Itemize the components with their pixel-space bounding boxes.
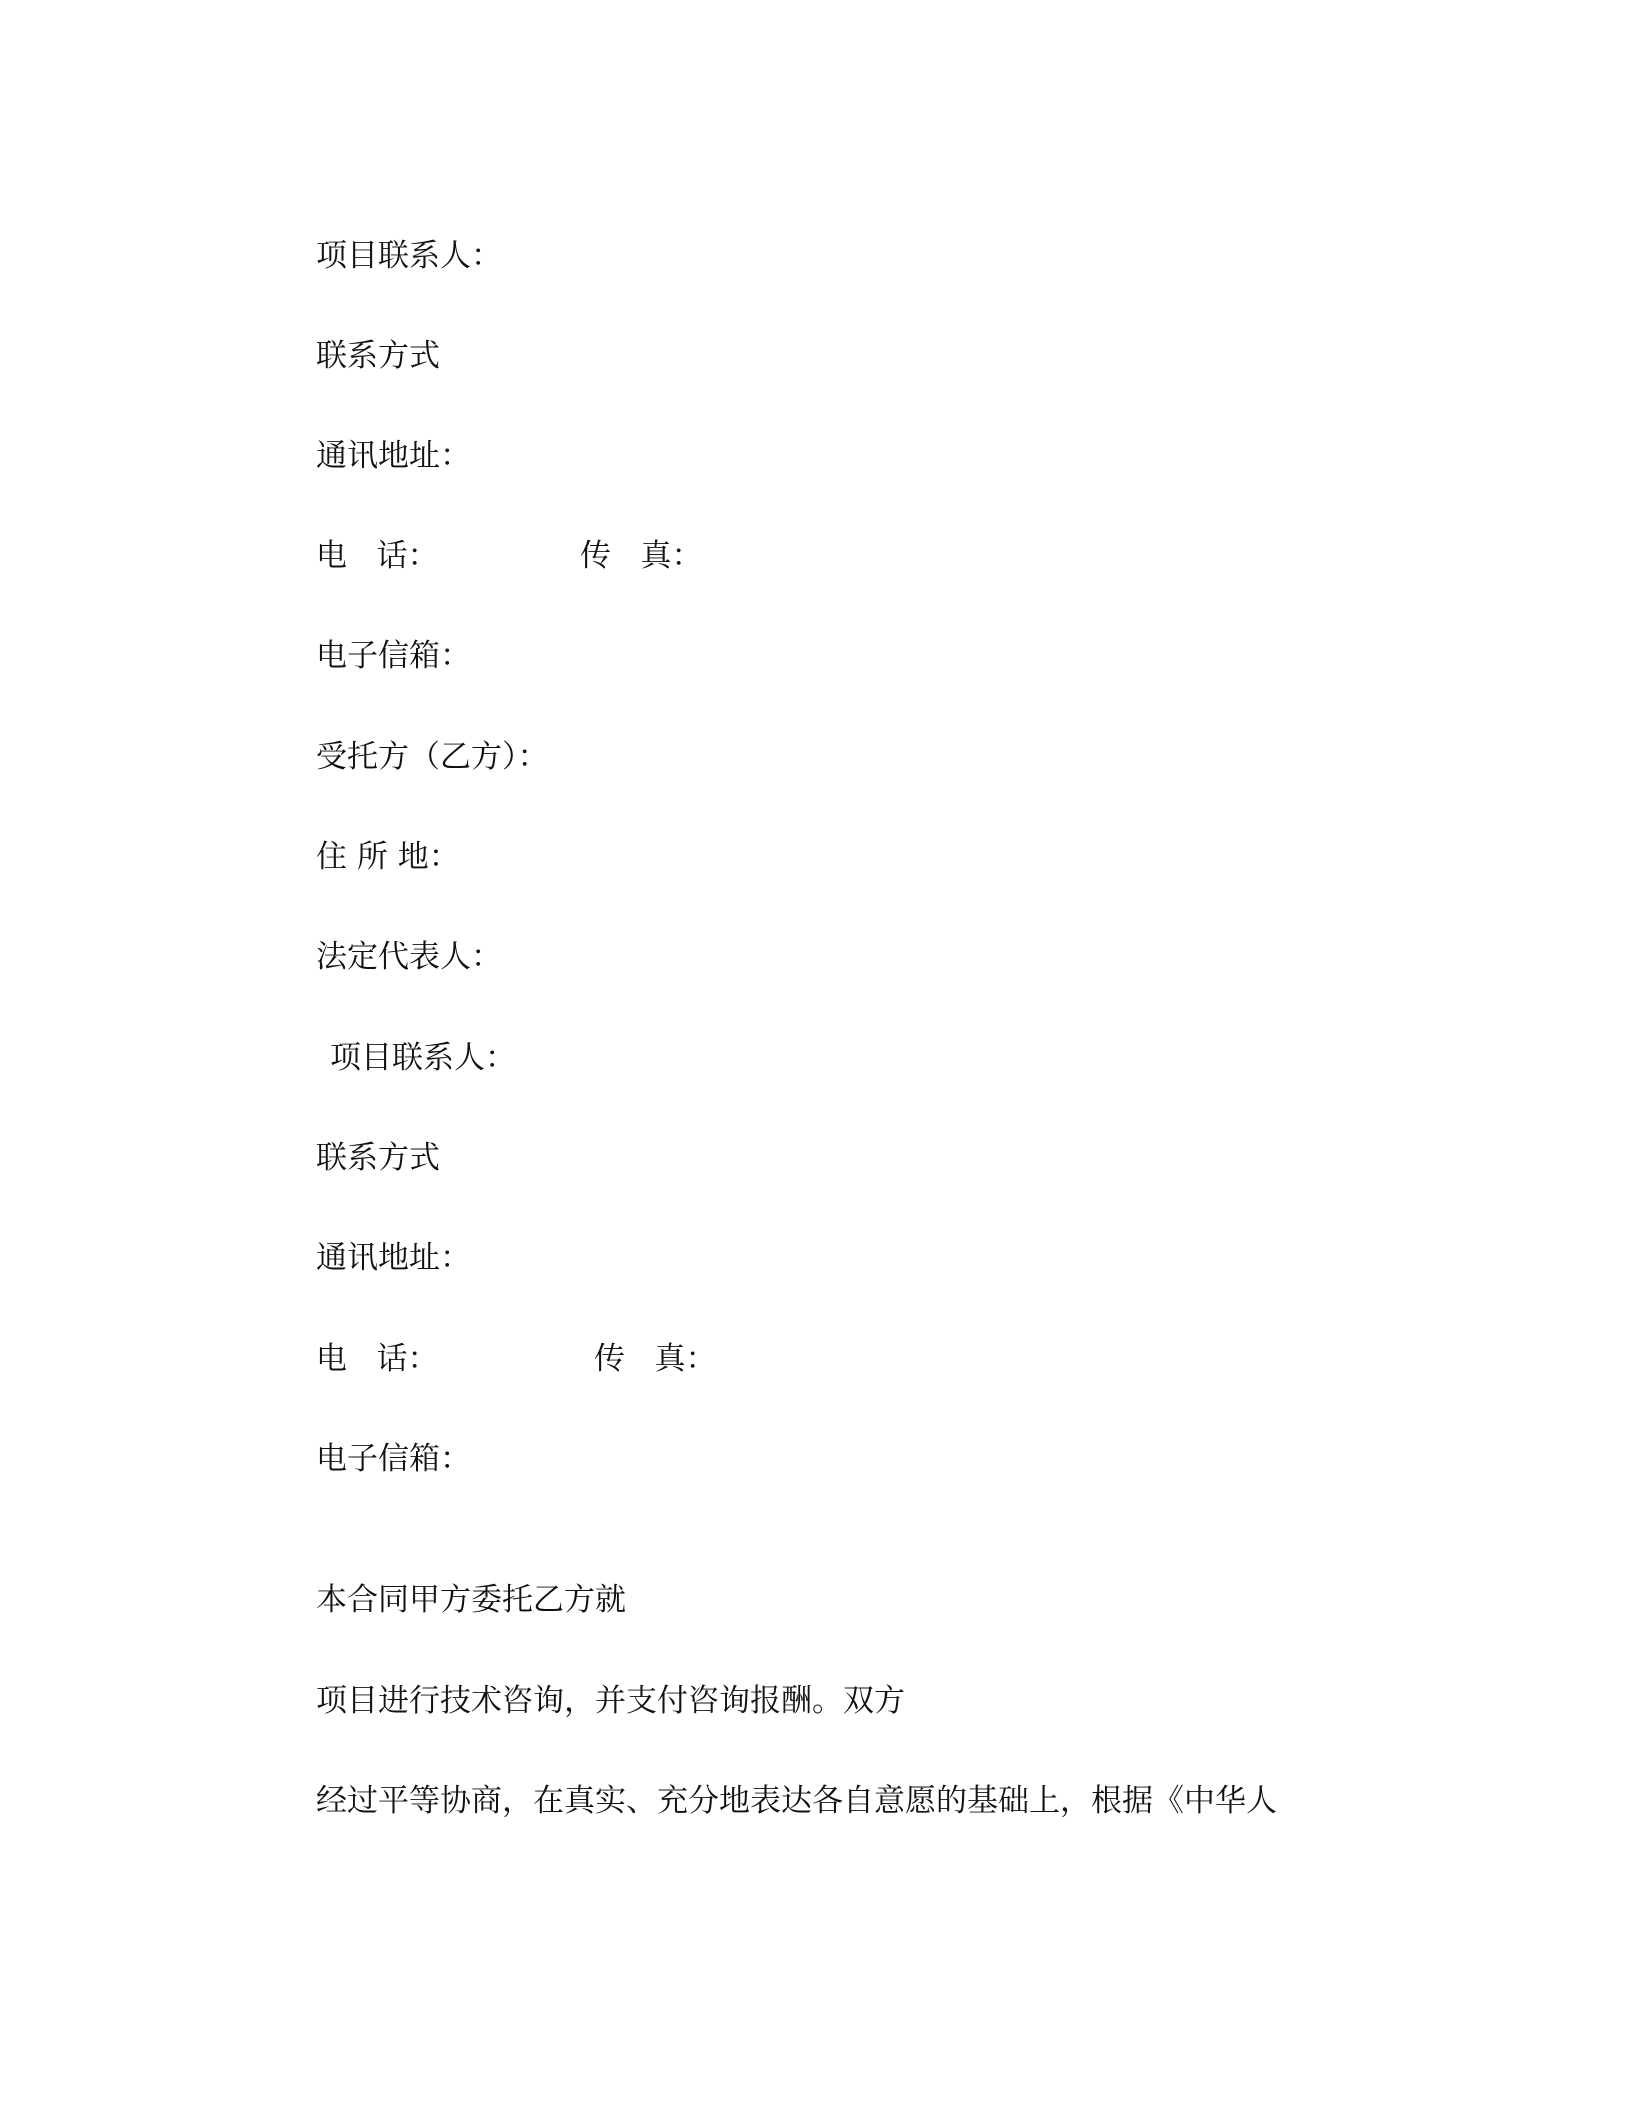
- contract-body-line-2: 项目进行技术咨询，并支付咨询报酬。双方: [316, 1683, 905, 1719]
- party-b-fax-label: 传 真：: [594, 1341, 717, 1377]
- party-a-mailing-address-label: 通讯地址：: [316, 438, 471, 474]
- party-b-email-label: 电子信箱：: [316, 1441, 471, 1477]
- party-b-contact-method-label: 联系方式: [316, 1140, 440, 1176]
- party-b-project-contact-label: 项目联系人：: [330, 1040, 516, 1076]
- party-b-mailing-address-label: 通讯地址：: [316, 1240, 471, 1276]
- party-a-contact-method-label: 联系方式: [316, 338, 440, 374]
- party-a-project-contact-label: 项目联系人：: [316, 238, 502, 274]
- party-a-fax-label: 传 真：: [580, 538, 703, 574]
- party-b-domicile-label: 住 所 地：: [316, 839, 460, 875]
- contract-body-line-3: 经过平等协商，在真实、充分地表达各自意愿的基础上，根据《中华人: [316, 1783, 1277, 1819]
- party-b-legal-representative-label: 法定代表人：: [316, 939, 502, 975]
- party-a-email-label: 电子信箱：: [316, 638, 471, 674]
- party-b-phone-label: 电 话：: [316, 1341, 439, 1377]
- party-b-entrusted-party-label: 受托方（乙方）：: [316, 739, 549, 775]
- party-a-phone-label: 电 话：: [316, 538, 439, 574]
- contract-body-line-1: 本合同甲方委托乙方就: [316, 1582, 626, 1618]
